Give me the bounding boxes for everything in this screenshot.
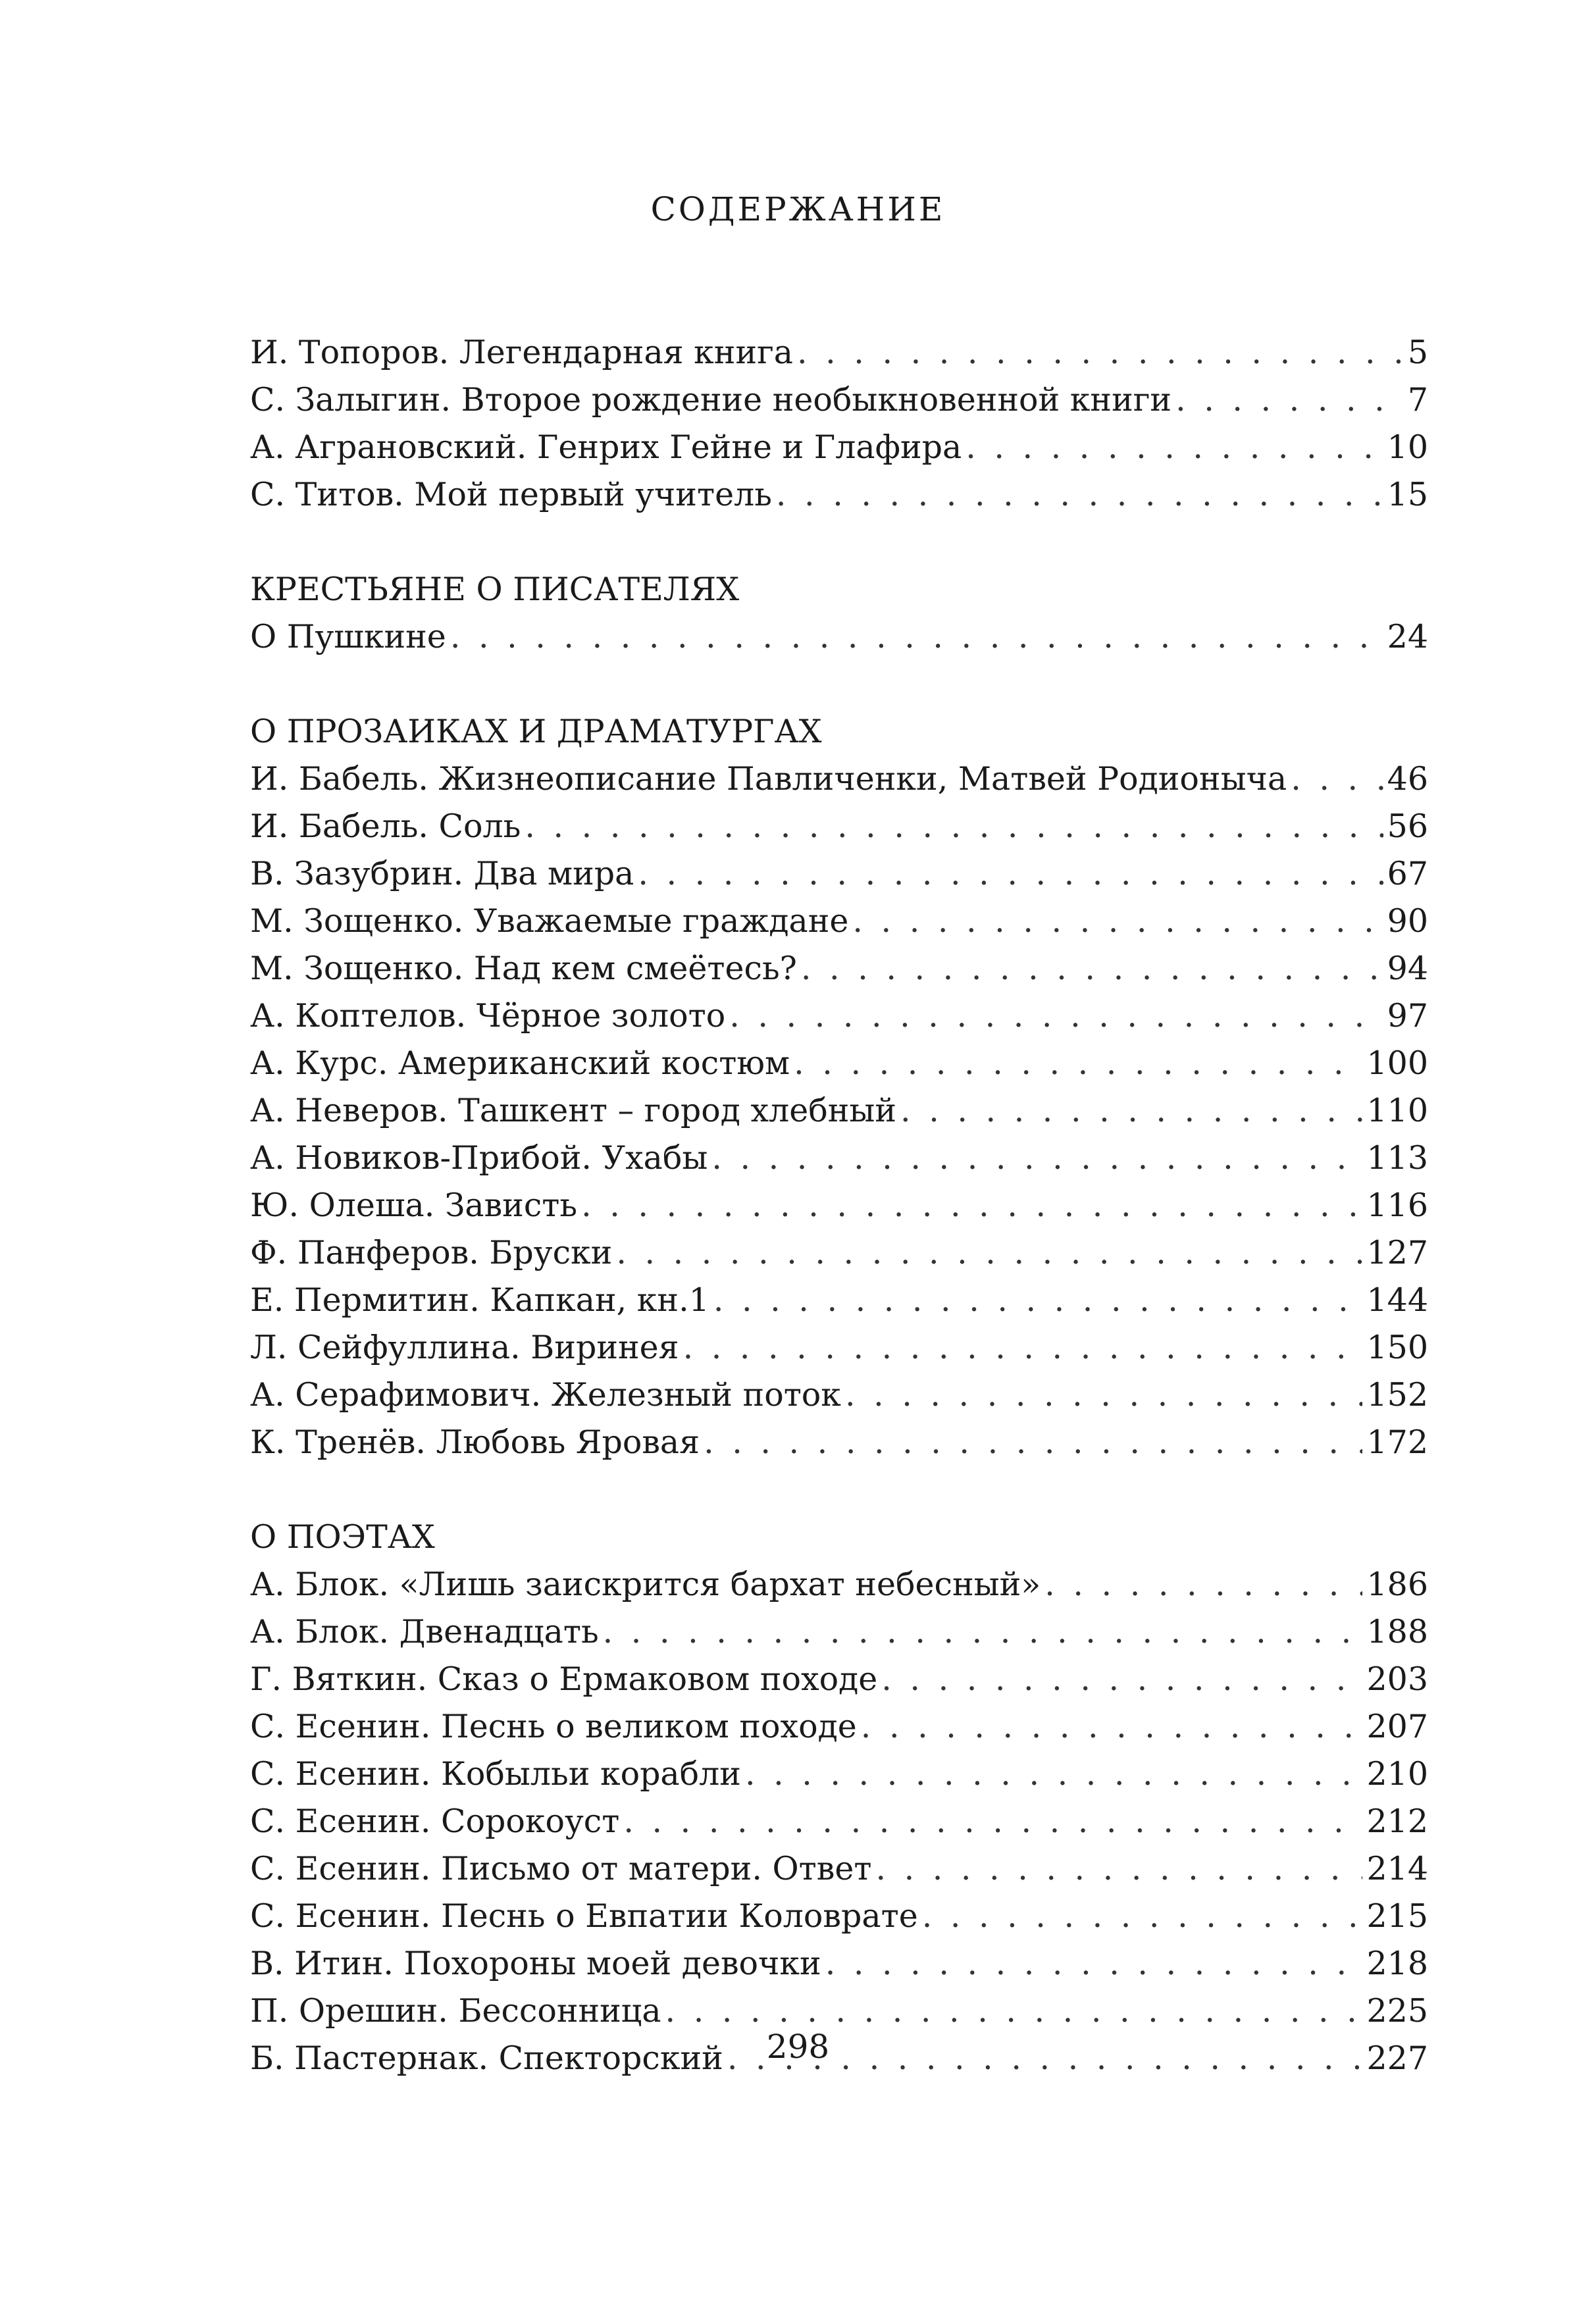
toc-entry — [250, 992, 1428, 1040]
entry-page-number: 94 — [1387, 950, 1428, 987]
entry-title: С. Есенин. Сорокоуст — [250, 1803, 620, 1840]
entry-title: Е. Пермитин. Капкан, кн.1 — [250, 1281, 709, 1319]
dot-leader — [900, 1087, 1362, 1135]
toc-entry — [250, 898, 1428, 945]
dot-leader — [845, 1371, 1363, 1419]
entry-page-number: 116 — [1366, 1187, 1428, 1224]
dot-leader — [603, 1608, 1363, 1656]
toc-entry — [250, 756, 1428, 803]
toc-entry — [250, 376, 1428, 424]
entry-title: А. Серафимович. Железный поток — [250, 1376, 841, 1414]
toc-section — [250, 708, 1428, 1466]
dot-leader — [922, 1893, 1363, 1940]
toc-entry — [250, 1561, 1428, 1608]
entry-page-number: 152 — [1366, 1376, 1428, 1414]
dot-leader — [852, 898, 1383, 945]
entry-page-number: 186 — [1366, 1566, 1428, 1603]
entry-page-number: 144 — [1366, 1281, 1428, 1319]
toc-entry — [250, 945, 1428, 992]
toc-entry — [250, 1371, 1428, 1419]
entry-page-number: 97 — [1387, 997, 1428, 1035]
toc-entry — [250, 1182, 1428, 1229]
entry-title: А. Новиков-Прибой. Ухабы — [250, 1139, 708, 1177]
entry-title: С. Есенин. Письмо от матери. Ответ — [250, 1850, 872, 1887]
dot-leader — [875, 1845, 1362, 1893]
entry-title: И. Бабель. Жизнеописание Павличенки, Матвей Родионыча — [250, 760, 1287, 798]
dot-leader — [776, 471, 1383, 519]
entry-title: И. Бабель. Соль — [250, 807, 521, 845]
toc-entry — [250, 613, 1428, 661]
entry-title: Л. Сейфуллина. Виринея — [250, 1329, 679, 1366]
toc-entry — [250, 1229, 1428, 1277]
entry-page-number: 10 — [1387, 428, 1428, 466]
entry-page-number: 188 — [1366, 1613, 1428, 1651]
dot-leader — [623, 1798, 1362, 1845]
toc-entry — [250, 1845, 1428, 1893]
entry-title: А. Курс. Американский костюм — [250, 1044, 790, 1082]
entry-title: А. Блок. Двенадцать — [250, 1613, 599, 1651]
toc-section — [250, 566, 1428, 661]
entry-title: Ф. Панферов. Бруски — [250, 1234, 613, 1271]
toc-entry — [250, 1087, 1428, 1135]
entry-page-number: 46 — [1387, 760, 1428, 798]
toc-entry — [250, 471, 1428, 519]
section-heading: О ПОЭТАХ — [250, 1518, 435, 1556]
entry-title: В. Итин. Похороны моей девочки — [250, 1945, 821, 1982]
dot-leader — [713, 1277, 1363, 1324]
dot-leader — [881, 1656, 1362, 1703]
entry-page-number: 15 — [1387, 476, 1428, 513]
dot-leader — [797, 329, 1404, 376]
entry-title: С. Титов. Мой первый учитель — [250, 476, 772, 513]
entry-title: И. Топоров. Легендарная книга — [250, 334, 793, 371]
entry-page-number: 24 — [1387, 618, 1428, 655]
entry-title: Ю. Олеша. Зависть — [250, 1187, 578, 1224]
entry-title: П. Орешин. Бессонница — [250, 1992, 661, 2030]
table-of-contents — [250, 329, 1428, 2082]
entry-page-number: 210 — [1366, 1755, 1428, 1793]
entry-page-number: 214 — [1366, 1850, 1428, 1887]
entry-title: С. Есенин. Песнь о Евпатии Коловрате — [250, 1897, 918, 1935]
dot-leader — [638, 850, 1383, 898]
toc-entry — [250, 1703, 1428, 1751]
entry-page-number: 212 — [1366, 1803, 1428, 1840]
dot-leader — [861, 1703, 1363, 1751]
dot-leader — [745, 1751, 1363, 1798]
entry-title: О Пушкине — [250, 618, 446, 655]
entry-page-number: 110 — [1366, 1092, 1428, 1129]
entry-page-number: 227 — [1366, 2039, 1428, 2077]
entry-page-number: 218 — [1366, 1945, 1428, 1982]
entry-page-number: 225 — [1366, 1992, 1428, 2030]
dot-leader — [1175, 376, 1404, 424]
toc-section — [250, 329, 1428, 519]
entry-title: С. Залыгин. Второе рождение необыкновенной книги — [250, 381, 1172, 419]
entry-title: К. Тренёв. Любовь Яровая — [250, 1423, 700, 1461]
toc-entry — [250, 329, 1428, 376]
entry-page-number: 56 — [1387, 807, 1428, 845]
toc-entry — [250, 1277, 1428, 1324]
entry-page-number: 215 — [1366, 1897, 1428, 1935]
section-heading: КРЕСТЬЯНЕ О ПИСАТЕЛЯХ — [250, 571, 740, 608]
toc-entry — [250, 1798, 1428, 1845]
entry-title: М. Зощенко. Уважаемые граждане — [250, 902, 849, 940]
toc-entry — [250, 1135, 1428, 1182]
toc-entry — [250, 803, 1428, 850]
entry-title: Г. Вяткин. Сказ о Ермаковом походе — [250, 1660, 878, 1698]
entry-title: А. Коптелов. Чёрное золото — [250, 997, 726, 1035]
page-number: 298 — [766, 2028, 830, 2066]
entry-page-number: 113 — [1366, 1139, 1428, 1177]
entry-page-number: 100 — [1366, 1044, 1428, 1082]
entry-title: С. Есенин. Песнь о великом походе — [250, 1708, 857, 1745]
dot-leader — [801, 945, 1383, 992]
page-title: СОДЕРЖАНИЕ — [650, 190, 946, 228]
dot-leader — [450, 613, 1383, 661]
entry-title: Б. Пастернак. Спекторский — [250, 2039, 723, 2077]
dot-leader — [704, 1419, 1362, 1466]
section-heading: О ПРОЗАИКАХ И ДРАМАТУРГАХ — [250, 713, 822, 750]
dot-leader — [729, 992, 1383, 1040]
entry-title: А. Аграновский. Генрих Гейне и Глафира — [250, 428, 962, 466]
dot-leader — [616, 1229, 1362, 1277]
toc-entry — [250, 1656, 1428, 1703]
toc-entry — [250, 1751, 1428, 1798]
entry-page-number: 150 — [1366, 1329, 1428, 1366]
dot-leader — [1044, 1561, 1362, 1608]
toc-entry — [250, 1324, 1428, 1371]
entry-page-number: 90 — [1387, 902, 1428, 940]
entry-title: А. Неверов. Ташкент – город хлебный — [250, 1092, 897, 1129]
dot-leader — [825, 1940, 1363, 1987]
entry-title: С. Есенин. Кобыльи корабли — [250, 1755, 741, 1793]
toc-entry — [250, 424, 1428, 471]
toc-entry — [250, 1893, 1428, 1940]
dot-leader — [794, 1040, 1362, 1087]
dot-leader — [1291, 756, 1383, 803]
dot-leader — [965, 424, 1383, 471]
dot-leader — [525, 803, 1383, 850]
toc-section — [250, 1514, 1428, 2082]
entry-page-number: 207 — [1366, 1708, 1428, 1745]
entry-page-number: 172 — [1366, 1423, 1428, 1461]
entry-page-number: 127 — [1366, 1234, 1428, 1271]
entry-page-number: 203 — [1366, 1660, 1428, 1698]
dot-leader — [711, 1135, 1362, 1182]
entry-title: А. Блок. «Лишь заискрится бархат небесный» — [250, 1566, 1041, 1603]
entry-page-number: 67 — [1387, 855, 1428, 892]
dot-leader — [581, 1182, 1362, 1229]
toc-entry — [250, 1608, 1428, 1656]
entry-page-number: 7 — [1407, 381, 1428, 419]
toc-entry — [250, 1040, 1428, 1087]
toc-entry — [250, 1940, 1428, 1987]
entry-page-number: 5 — [1407, 334, 1428, 371]
entry-title: М. Зощенко. Над кем смеётесь? — [250, 950, 797, 987]
entry-title: В. Зазубрин. Два мира — [250, 855, 634, 892]
toc-entry — [250, 850, 1428, 898]
dot-leader — [683, 1324, 1363, 1371]
toc-entry — [250, 1419, 1428, 1466]
